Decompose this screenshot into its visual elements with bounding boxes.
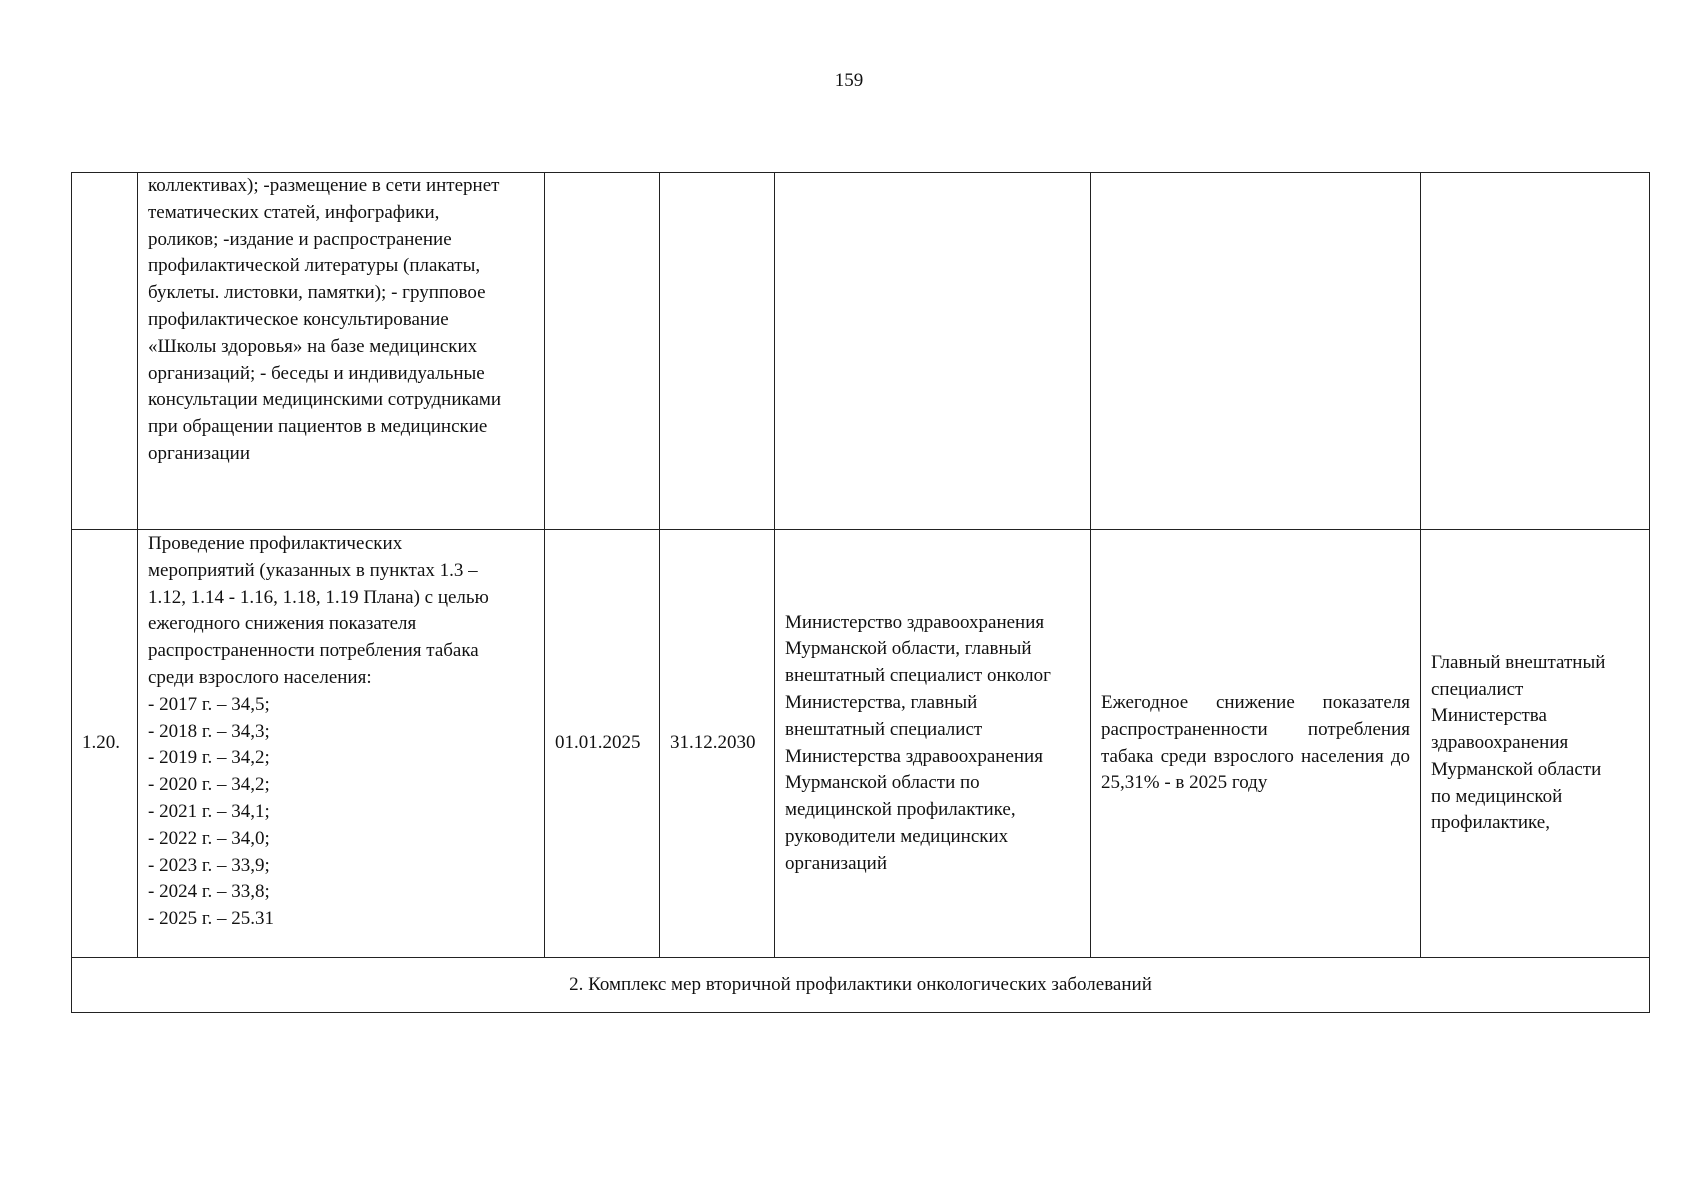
start-date-cell	[545, 173, 660, 530]
description-line: ежегодного снижения показателя	[148, 613, 417, 635]
executors-cell	[775, 173, 1091, 530]
responsible-line: специалист	[1431, 678, 1524, 700]
description-line: «Школы здоровья» на базе медицинских	[148, 335, 478, 357]
result-cell	[1091, 173, 1421, 530]
description-line: профилактической литературы (плакаты,	[148, 255, 481, 277]
description-line: - 2024 г. – 33,8;	[148, 881, 270, 903]
description-line: - 2019 г. – 34,2;	[148, 747, 270, 769]
description-line: - 2022 г. – 34,0;	[148, 827, 270, 849]
result-text: Ежегодное снижение показателя распространенности потребления табака среди взрослого населения до 25,31% - в 2025 году	[1101, 691, 1410, 794]
description-line: - 2020 г. – 34,2;	[148, 774, 270, 796]
executors-line: организаций	[785, 852, 888, 874]
table-row	[72, 173, 1650, 530]
row-number-cell	[72, 173, 138, 530]
end-date-cell	[660, 173, 775, 530]
description-line: роликов; -издание и распространение	[148, 228, 452, 250]
description-text	[148, 531, 534, 933]
description-line: профилактическое консультирование	[148, 308, 449, 330]
description-line: буклеты. листовки, памятки); - групповое	[148, 282, 486, 304]
description-line: организаций; - беседы и индивидуальные	[148, 362, 485, 384]
description-line: коллективах); -размещение в сети интернет	[148, 175, 500, 196]
description-line: при обращении пациентов в медицинские	[148, 416, 488, 438]
measures-table	[71, 172, 1650, 1013]
responsible-cell	[1421, 173, 1650, 530]
description-line: организации	[148, 442, 251, 464]
result-cell	[1091, 530, 1421, 958]
executors-line: внештатный специалист онколог	[785, 665, 1051, 687]
executors-line: Мурманской области по	[785, 772, 980, 794]
executors-line: Министерства здравоохранения	[785, 745, 1043, 767]
description-line: - 2021 г. – 34,1;	[148, 800, 270, 822]
executors-cell	[775, 530, 1091, 958]
responsible-line: здравоохранения	[1431, 732, 1569, 754]
executors-line: Министерства, главный	[785, 691, 978, 713]
description-line: - 2023 г. – 33,9;	[148, 854, 270, 876]
description-line: - 2025 г. – 25.31	[148, 908, 274, 930]
description-line: консультации медицинскими сотрудниками	[148, 389, 502, 411]
executors-line: Мурманской области, главный	[785, 638, 1032, 660]
end-date-cell: 31.12.2030	[660, 530, 775, 958]
description-cell	[138, 530, 545, 958]
responsible-line: профилактике,	[1431, 812, 1550, 834]
description-cell	[138, 173, 545, 530]
executors-line: внештатный специалист	[785, 718, 983, 740]
responsible-text	[1431, 650, 1639, 838]
section-heading-row	[72, 958, 1650, 1013]
section-heading: 2. Комплекс мер вторичной профилактики онкологических заболеваний	[72, 958, 1650, 1013]
responsible-line: Министерства	[1431, 705, 1547, 727]
responsible-line: Мурманской области	[1431, 758, 1602, 780]
start-date-cell: 01.01.2025	[545, 530, 660, 958]
executors-line: Министерство здравоохранения	[785, 611, 1045, 633]
description-text	[148, 173, 534, 468]
table-row	[72, 530, 1650, 958]
responsible-cell	[1421, 530, 1650, 958]
executors-line: медицинской профилактике,	[785, 799, 1016, 821]
description-line: - 2017 г. – 34,5;	[148, 693, 270, 715]
executors-text	[785, 610, 1080, 878]
description-line: распространенности потребления табака	[148, 640, 479, 662]
description-line: тематических статей, инфографики,	[148, 201, 440, 223]
row-number-cell: 1.20.	[72, 530, 138, 958]
responsible-line: по медицинской	[1431, 785, 1563, 807]
description-line: - 2018 г. – 34,3;	[148, 720, 270, 742]
description-line: Проведение профилактических	[148, 533, 403, 554]
description-line: мероприятий (указанных в пунктах 1.3 –	[148, 559, 478, 581]
executors-line: руководители медицинских	[785, 825, 1009, 847]
responsible-line: Главный внештатный	[1431, 651, 1606, 673]
description-line: 1.12, 1.14 - 1.16, 1.18, 1.19 Плана) с целью	[148, 586, 489, 608]
description-line: среди взрослого населения:	[148, 666, 372, 688]
page-number: 159	[834, 70, 864, 91]
